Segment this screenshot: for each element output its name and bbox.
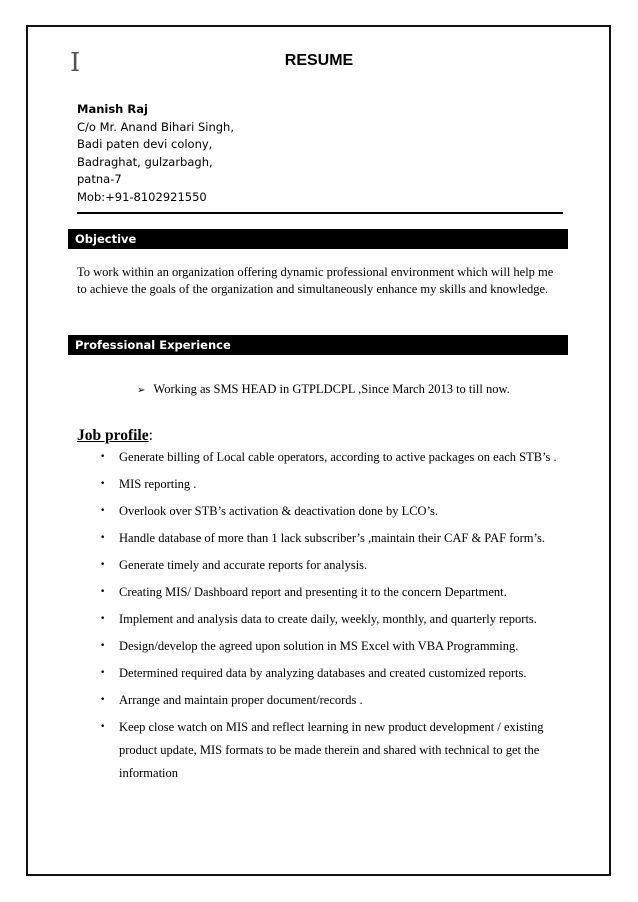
list-item-text: Creating MIS/ Dashboard report and presenting it to the concern Department. bbox=[119, 585, 507, 599]
list-item-text: Arrange and maintain proper document/records . bbox=[119, 693, 363, 707]
bullet-icon: • bbox=[100, 479, 106, 489]
list-item bbox=[100, 527, 560, 550]
experience-item bbox=[137, 382, 510, 397]
arrow-bullet-icon: ➢ bbox=[137, 385, 146, 396]
contact-line: Badraghat, gulzarbagh, bbox=[77, 154, 213, 169]
contact-name: Manish Raj bbox=[77, 102, 148, 116]
list-item-text: Keep close watch on MIS and reflect learning in new product development / existing product update, MIS formats to be made therein and shared with technical to get the information bbox=[119, 720, 544, 780]
contact-line: C/o Mr. Anand Bihari Singh, bbox=[77, 119, 234, 134]
list-item bbox=[100, 581, 560, 604]
experience-heading: Professional Experience bbox=[68, 335, 568, 355]
contact-phone: Mob:+91-8102921550 bbox=[77, 189, 207, 204]
bullet-icon: • bbox=[100, 587, 106, 597]
page-title: RESUME bbox=[284, 52, 354, 69]
list-item bbox=[100, 716, 560, 785]
experience-item-text: Working as SMS HEAD in GTPLDCPL ,Since March 2013 to till now. bbox=[153, 382, 510, 396]
bullet-icon: • bbox=[100, 722, 106, 732]
list-item bbox=[100, 473, 560, 496]
list-item bbox=[100, 689, 560, 712]
bullet-icon: • bbox=[100, 452, 106, 462]
list-item bbox=[100, 635, 560, 658]
list-item bbox=[100, 662, 560, 685]
list-item-text: Generate timely and accurate reports for analysis. bbox=[119, 558, 368, 572]
bullet-icon: • bbox=[100, 560, 106, 570]
job-profile-heading bbox=[77, 427, 153, 445]
objective-text: To work within an organization offering dynamic professional environment which will help me to achieve the goals of the organization and simultaneously enhance my skills and knowledge. bbox=[77, 265, 554, 296]
list-item bbox=[100, 554, 560, 577]
list-item-text: Generate billing of Local cable operators, according to active packages on each STB’s . bbox=[119, 450, 557, 464]
header-divider bbox=[77, 212, 563, 214]
list-item bbox=[100, 608, 560, 631]
list-item-text: Overlook over STB’s activation & deactivation done by LCO’s. bbox=[119, 504, 439, 518]
contact-block bbox=[77, 101, 234, 206]
bullet-icon: • bbox=[100, 533, 106, 543]
bullet-icon: • bbox=[100, 506, 106, 516]
contact-line: patna-7 bbox=[77, 172, 122, 186]
list-item-text: Implement and analysis data to create daily, weekly, monthly, and quarterly reports. bbox=[119, 612, 537, 626]
job-profile-heading-text: Job profile bbox=[77, 427, 149, 444]
list-item bbox=[100, 500, 560, 523]
bullet-icon: • bbox=[100, 614, 106, 624]
list-item-text: Handle database of more than 1 lack subscriber’s ,maintain their CAF & PAF form’s. bbox=[119, 531, 545, 545]
objective-heading: Objective bbox=[68, 229, 568, 249]
bullet-icon: • bbox=[100, 641, 106, 651]
contact-line: Badi paten devi colony, bbox=[77, 137, 213, 151]
list-item-text: MIS reporting . bbox=[119, 477, 197, 491]
list-item bbox=[100, 446, 560, 469]
job-profile-heading-colon: : bbox=[148, 427, 153, 444]
job-profile-list bbox=[100, 446, 560, 785]
text-cursor-icon: I bbox=[70, 48, 81, 78]
list-item-text: Determined required data by analyzing databases and created customized reports. bbox=[119, 666, 527, 680]
list-item-text: Design/develop the agreed upon solution in MS Excel with VBA Programming. bbox=[119, 639, 519, 653]
bullet-icon: • bbox=[100, 668, 106, 678]
bullet-icon: • bbox=[100, 695, 106, 705]
